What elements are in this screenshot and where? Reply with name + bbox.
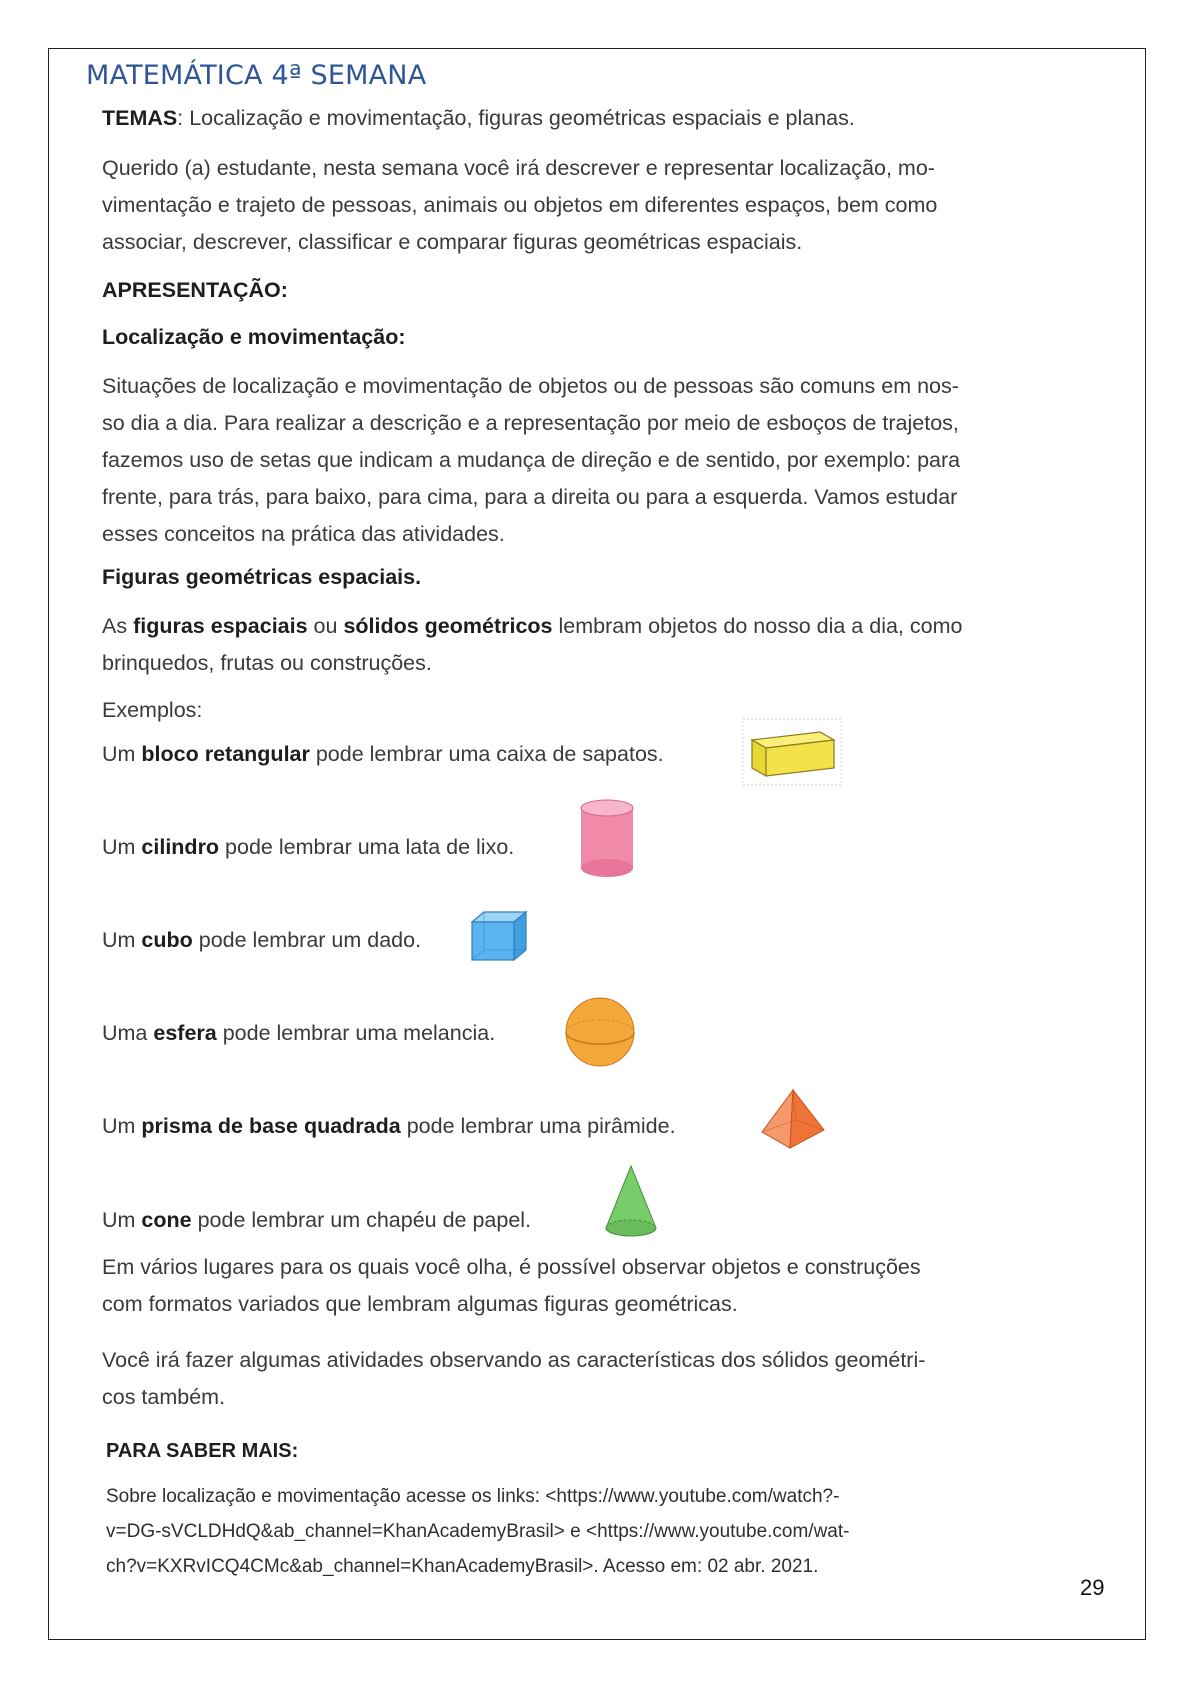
localizacao-heading: Localização e movimentação: [102, 325, 406, 349]
closing-p1-line-2: com formatos variados que lembram algumas figuras geométricas. [102, 1292, 738, 1316]
closing-paragraph-2 [102, 1342, 1074, 1416]
closing-p2-line-1: Você irá fazer algumas atividades observando as características dos sólidos geométri- [102, 1348, 926, 1372]
example-rest: pode lembrar uma lata de lixo. [219, 835, 515, 859]
cone-icon [602, 1164, 660, 1240]
example-cone [102, 1205, 531, 1235]
figuras-text-rest: lembram objetos do nosso dia a dia, como [552, 614, 963, 638]
temas-label: TEMAS [102, 106, 178, 130]
temas-line [102, 100, 1074, 137]
example-rest: pode lembrar uma caixa de sapatos. [309, 742, 664, 766]
example-rest: pode lembrar uma pirâmide. [400, 1114, 676, 1138]
saber-mais-heading: PARA SABER MAIS: [106, 1440, 299, 1462]
localizacao-line-4: frente, para trás, para baixo, para cima, para a direita ou para a esquerda. Vamos estudar [102, 485, 958, 509]
saber-mais-line-1: Sobre localização e movimentação acesse os links: <https://www.youtube.com/watch?- [106, 1486, 840, 1507]
intro-line-1: Querido (a) estudante, nesta semana você irá descrever e representar localização, mo- [102, 156, 935, 180]
example-esfera [102, 1018, 495, 1048]
pyramid-icon [758, 1086, 828, 1152]
example-cubo [102, 925, 421, 955]
closing-p1-line-1: Em vários lugares para os quais você olha, é possível observar objetos e construções [102, 1255, 921, 1279]
cylinder-icon [578, 798, 636, 880]
example-bold: prisma de base quadrada [141, 1114, 401, 1138]
example-bold: bloco retangular [141, 742, 310, 766]
saber-mais-line-2: v=DG-sVCLDHdQ&ab_channel=KhanAcademyBrasil> e <https://www.youtube.com/wat- [106, 1521, 850, 1542]
example-prefix: Um [102, 835, 142, 859]
localizacao-line-3: fazemos uso de setas que indicam a mudança de direção e de sentido, por exemplo: para [102, 448, 961, 472]
page-title: MATEMÁTICA 4ª SEMANA [86, 60, 427, 91]
figuras-text-as: As [102, 614, 134, 638]
example-prefix: Um [102, 1208, 142, 1232]
closing-p2-line-2: cos também. [102, 1385, 226, 1409]
example-bold: cilindro [141, 835, 220, 859]
localizacao-line-2: so dia a dia. Para realizar a descrição e a representação por meio de esboços de trajetos, [102, 411, 959, 435]
example-prefix: Uma [102, 1021, 154, 1045]
localizacao-line-1: Situações de localização e movimentação de objetos ou de pessoas são comuns em nos- [102, 374, 959, 398]
figuras-bold-espaciais: figuras espaciais [133, 614, 308, 638]
localizacao-paragraph [102, 368, 1074, 553]
saber-mais-paragraph [106, 1479, 1066, 1584]
example-prisma [102, 1111, 676, 1141]
example-prefix: Um [102, 742, 142, 766]
figuras-text-ou: ou [307, 614, 344, 638]
apresentacao-heading: APRESENTAÇÃO: [102, 278, 288, 302]
figuras-paragraph [102, 608, 1074, 682]
example-prefix: Um [102, 928, 142, 952]
example-rest: pode lembrar uma melancia. [216, 1021, 496, 1045]
sphere-icon [564, 996, 636, 1068]
cube-icon [468, 908, 530, 964]
rectangular-block-icon [742, 718, 842, 786]
figuras-bold-solidos: sólidos geométricos [343, 614, 553, 638]
localizacao-line-5: esses conceitos na prática das atividades. [102, 522, 505, 546]
saber-mais-line-3: ch?v=KXRvICQ4CMc&ab_channel=KhanAcademyBrasil>. Acesso em: 02 abr. 2021. [106, 1556, 819, 1577]
figuras-heading: Figuras geométricas espaciais. [102, 565, 422, 589]
exemplos-label: Exemplos: [102, 698, 203, 722]
example-rest: pode lembrar um dado. [192, 928, 422, 952]
intro-line-2: vimentação e trajeto de pessoas, animais ou objetos em diferentes espaços, bem como [102, 193, 938, 217]
closing-paragraph-1 [102, 1249, 1074, 1323]
figuras-line-2: brinquedos, frutas ou construções. [102, 651, 432, 675]
intro-line-3: associar, descrever, classificar e comparar figuras geométricas espaciais. [102, 230, 803, 254]
example-bold: cubo [141, 928, 193, 952]
intro-paragraph [102, 150, 1074, 261]
example-bold: esfera [153, 1021, 217, 1045]
example-rest: pode lembrar um chapéu de papel. [191, 1208, 532, 1232]
example-bold: cone [141, 1208, 192, 1232]
page-number: 29 [1080, 1575, 1105, 1600]
temas-text: : Localização e movimentação, figuras geométricas espaciais e planas. [177, 106, 855, 130]
example-prefix: Um [102, 1114, 142, 1138]
example-cilindro [102, 832, 514, 862]
example-bloco [102, 739, 664, 769]
